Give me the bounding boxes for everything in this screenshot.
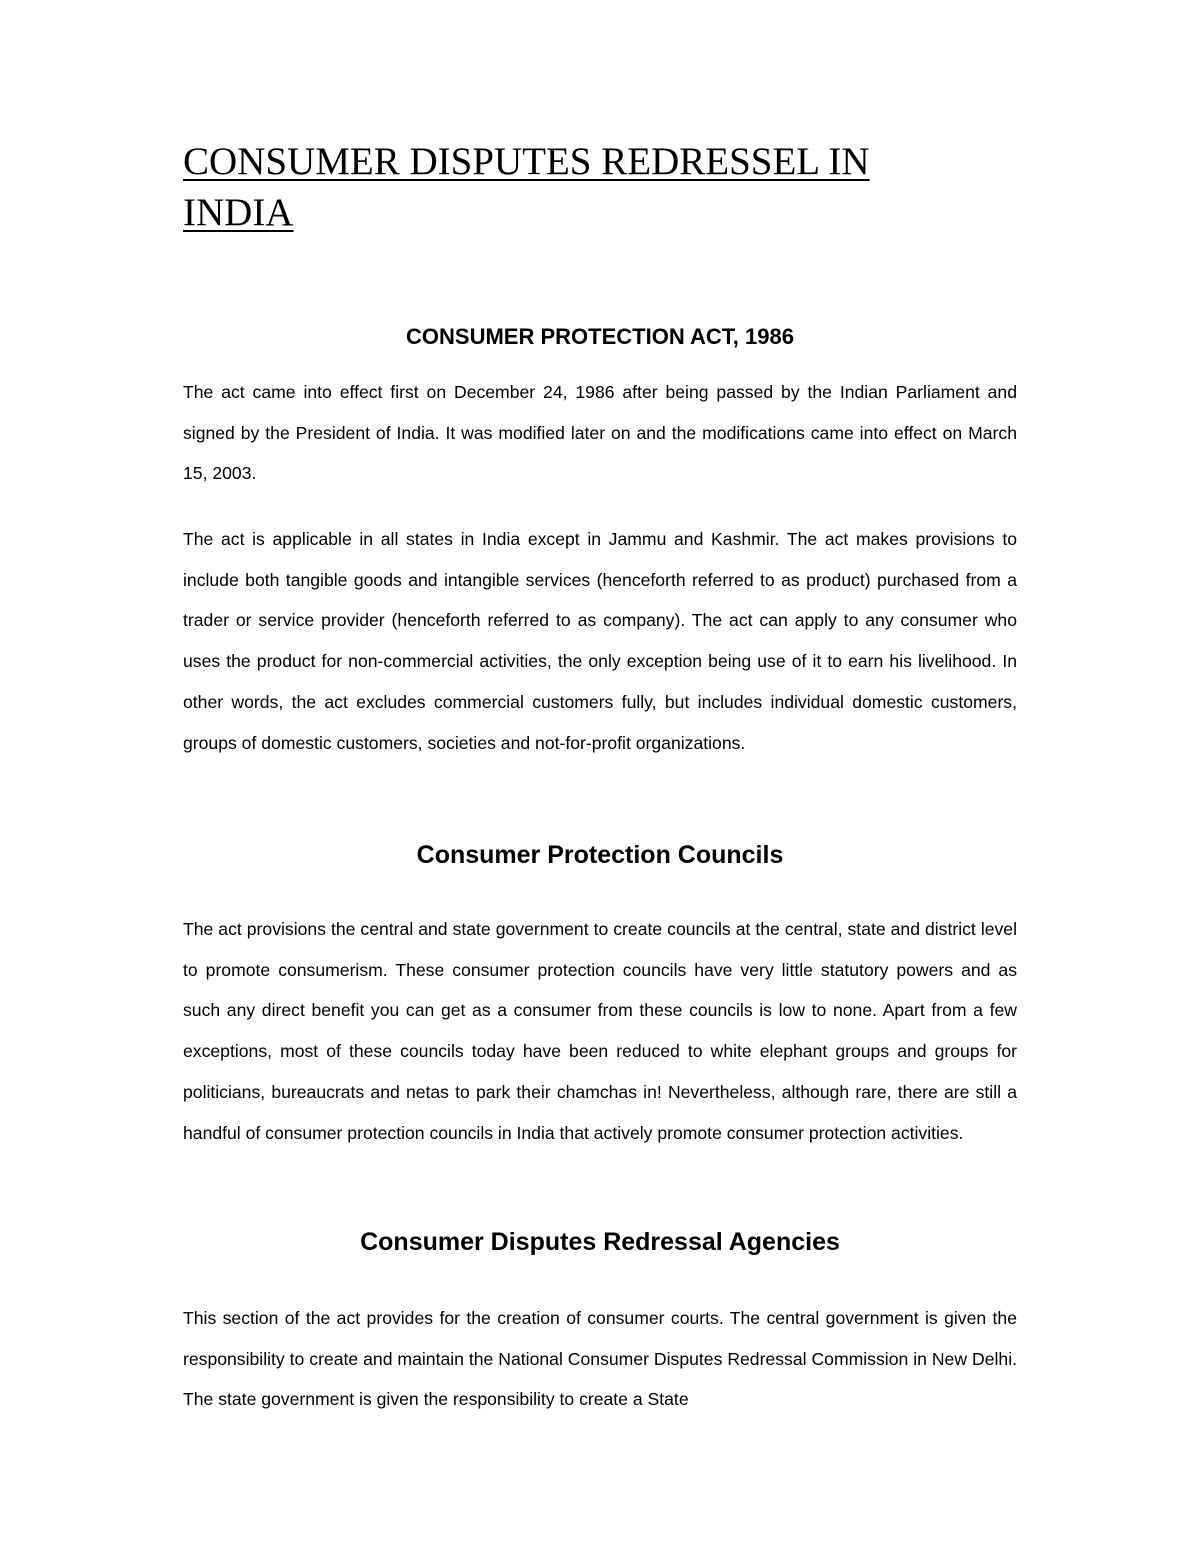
section-heading-redressal-agencies: Consumer Disputes Redressal Agencies bbox=[360, 1228, 840, 1256]
paragraph-act-applicability: The act is applicable in all states in India except in Jammu and Kashmir. The act makes provisions to include both tangible goods and intangible services (henceforth referred to as product) purchased from a trader or service provider (henceforth referred to as company). The act can apply to any consumer who uses the product for non-commercial activities, the only exception being use of it to earn his livelihood. In other words, the act excludes commercial customers fully, but includes individual domestic customers, groups of domestic customers, societies and not-for-profit organizations. bbox=[183, 529, 1017, 753]
section-heading-consumer-protection-act: CONSUMER PROTECTION ACT, 1986 bbox=[406, 324, 794, 349]
section-heading-consumer-protection-councils: Consumer Protection Councils bbox=[416, 841, 784, 869]
paragraph-act-effective-date: The act came into effect first on December 24, 1986 after being passed by the Indian Parliament and signed by the President of India. It was modified later on and the modifications came into effect on March 15, 2003. bbox=[183, 382, 1017, 484]
paragraph-councils: The act provisions the central and state government to create councils at the central, state and district level to promote consumerism. These consumer protection councils have very little statutory powers and as such any direct benefit you can get as a consumer from these councils is low to none. Apart from a few exceptions, most of these councils today have been reduced to white elephant groups and groups for politicians, bureaucrats and netas to park their chamchas in! Nevertheless, although rare, there are still a handful of consumer protection councils in India that actively promote consumer protection activities. bbox=[183, 919, 1017, 1143]
document-title: CONSUMER DISPUTES REDRESSEL IN INDIA bbox=[183, 140, 870, 234]
paragraph-redressal-agencies: This section of the act provides for the creation of consumer courts. The central government is given the responsibility to create and maintain the National Consumer Disputes Redressal Commission in New Delhi. The state government is given the responsibility to create a State bbox=[183, 1308, 1017, 1410]
